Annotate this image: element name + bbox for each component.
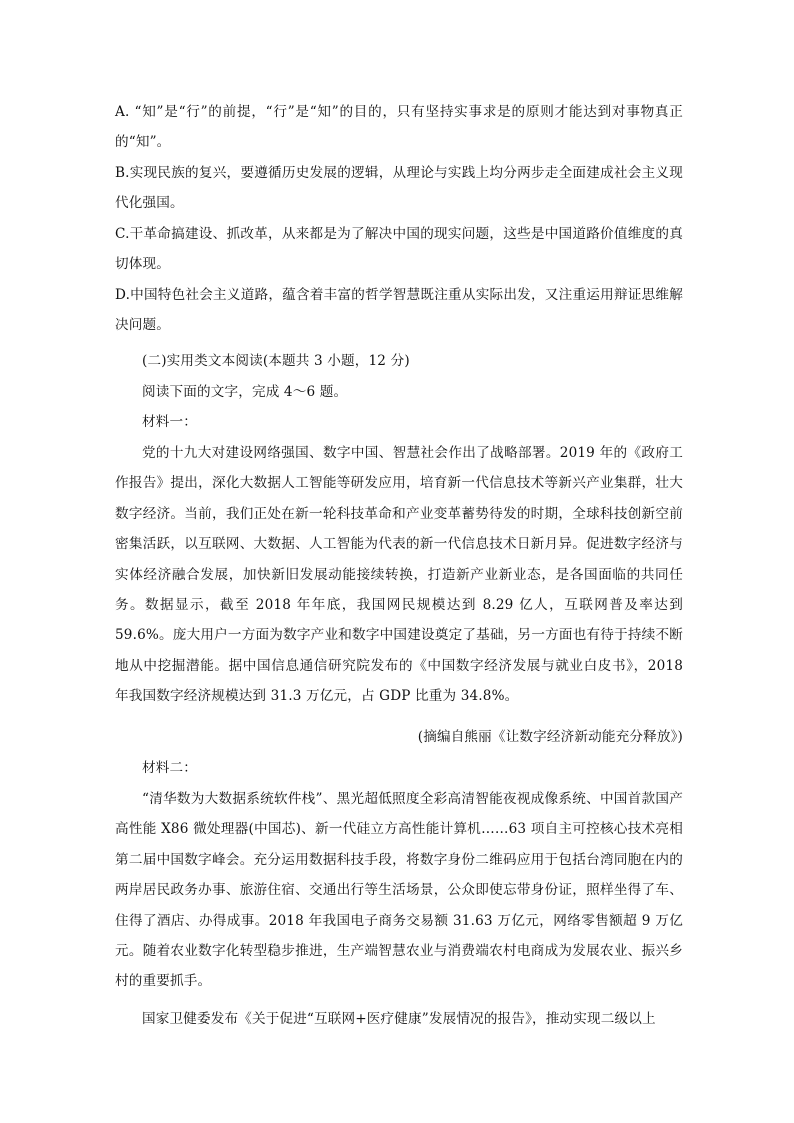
section-heading: (二)实用类文本阅读(本题共 3 小题，12 分)	[142, 353, 410, 369]
material-one-source: (摘编自熊丽《让数字经济新动能充分释放》)	[417, 729, 683, 745]
option-b: B.实现民族的复兴，要遵循历史发展的逻辑，从理论与实践上均分两步走全面建成社会主义现代化强国。	[115, 165, 683, 212]
material-two-label: 材料二：	[142, 760, 197, 776]
material-two-body: “清华数为大数据系统软件栈”、黑光超低照度全彩高清智能夜视成像系统、中国首款国产高性能 X86 微处理器(中国芯)、新一代硅立方高性能计算机……63 项自主可控核心技术亮相第二届中国数字峰会。充分运用数据科技手段，将数字身份二维码应用于包括台湾同胞在内的两岸居民政务办事、旅游住宿、交通出行等生活场景，公众即使忘带身份证，照样坐得了车、住得了酒店、办得成事。2018 年我国电子商务交易额 31.63 万亿元，网络零售额超 9 万亿元。随着农业数字化转型稳步推进，生产端智慧农业与消费端农村电商成为发展农业、振兴乡村的重要抓手。	[115, 791, 683, 990]
material-one-body: 党的十九大对建设网络强国、数字中国、智慧社会作出了战略部署。2019 年的《政府工作报告》提出，深化大数据人工智能等研发应用，培育新一代信息技术等新兴产业集群，壮大数字经济。当前，我们正处在新一轮科技革命和产业变革蓄势待发的时期，全球科技创新空前密集活跃，以互联网、大数据、人工智能为代表的新一代信息技术日新月异。促进数字经济与实体经济融合发展，加快新旧发展动能接续转换，打造新产业新业态，是各国面临的共同任务。数据显示，截至 2018 年年底，我国网民规模达到 8.29 亿人，互联网普及率达到 59.6%。庞大用户一方面为数字产业和数字中国建设奠定了基础，另一方面也有待于持续不断地从中挖掘潜能。据中国信息通信研究院发布的《中国数字经济发展与就业白皮书》，2018 年我国数字经济规模达到 31.3 万亿元，占 GDP 比重为 34.8%。	[115, 445, 683, 705]
option-c: C.干革命搞建设、抓改革，从来都是为了解决中国的现实问题，这些是中国道路价值维度的真切体现。	[115, 226, 683, 273]
material-one-label: 材料一：	[142, 414, 197, 430]
section-instruction: 阅读下面的文字，完成 4～6 题。	[142, 384, 348, 400]
option-a: A. “知”是“行”的前提，“行”是“知”的目的，只有坚持实事求是的原则才能达到对事物真正的“知”。	[115, 104, 683, 151]
material-two-body-continued: 国家卫健委发布《关于促进“互联网+医疗健康”发展情况的报告》，推动实现二级以上	[142, 1011, 656, 1027]
option-d: D.中国特色社会主义道路，蕴含着丰富的哲学智慧既注重从实际出发，又注重运用辩证思维解决问题。	[115, 287, 683, 334]
